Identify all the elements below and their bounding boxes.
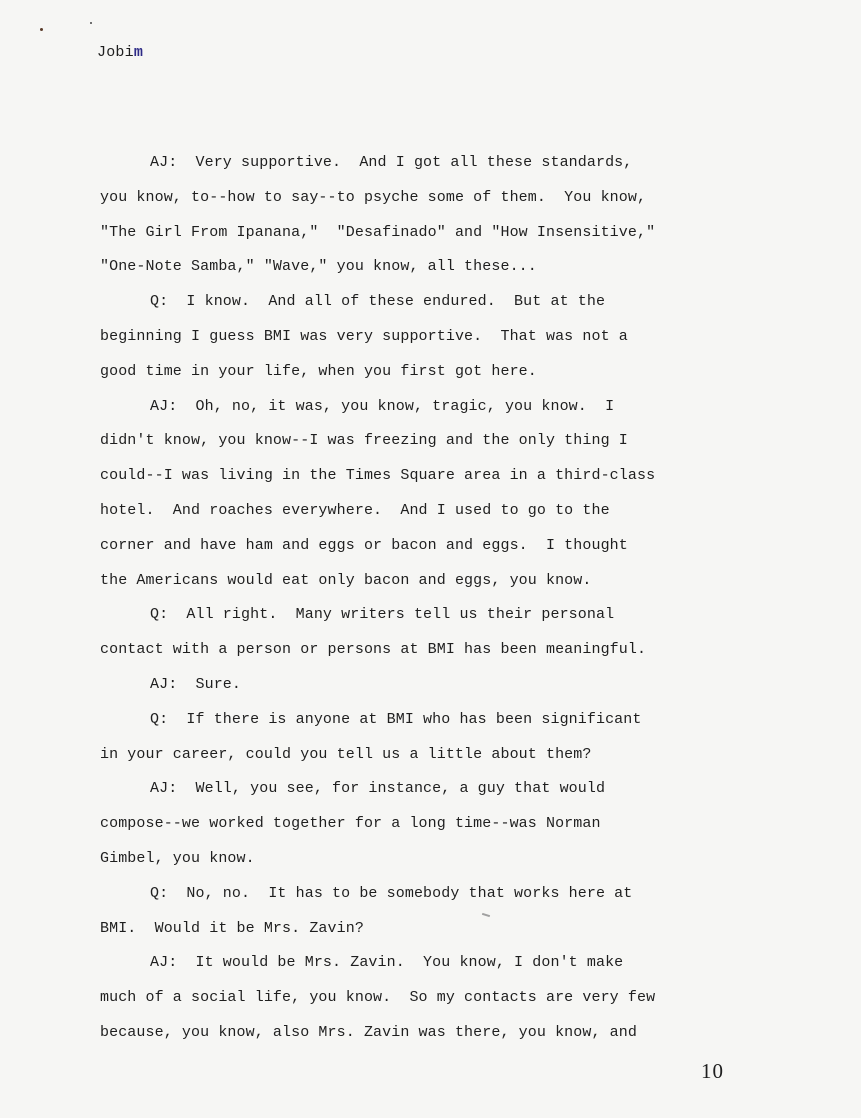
transcript-paragraph [100,946,740,1050]
transcript-line: compose--we worked together for a long time--was Norman [100,815,601,833]
transcript-line: much of a social life, you know. So my contacts are very few [100,989,656,1007]
transcript-line: because, you know, also Mrs. Zavin was there, you know, and [100,1023,637,1041]
transcript-line: AJ: Well, you see, for instance, a guy that would [150,780,606,798]
transcript-line: Q: No, no. It has to be somebody that works here at [150,884,633,902]
transcript-body [100,146,740,1051]
transcript-line: Gimbel, you know. [100,849,255,867]
transcript-line: AJ: Oh, no, it was, you know, tragic, you know. I [150,397,615,415]
transcript-paragraph [100,772,740,876]
transcript-line: you know, to--how to say--to psyche some of them. You know, [100,188,647,206]
transcript-line: "The Girl From Ipanana," "Desafinado" and "How Insensitive," [100,223,656,241]
transcript-paragraph [100,668,740,703]
transcript-line: Q: If there is anyone at BMI who has been significant [150,710,642,728]
transcript-paragraph [100,598,740,668]
transcript-line: BMI. Would it be Mrs. Zavin? [100,919,364,937]
transcript-line: good time in your life, when you first got here. [100,362,537,380]
page-number: 10 [701,1059,724,1083]
paper-speck [40,28,43,31]
transcript-line: AJ: Very supportive. And I got all these standards, [150,154,633,171]
transcript-line: hotel. And roaches everywhere. And I used to go to the [100,501,610,519]
transcript-paragraph [100,146,740,285]
transcript-line: in your career, could you tell us a little about them? [100,745,592,763]
transcript-line: didn't know, you know--I was freezing and the only thing I [100,432,628,450]
transcript-paragraph [100,703,740,773]
transcript-line: the Americans would eat only bacon and eggs, you know. [100,571,592,589]
transcript-line: could--I was living in the Times Square area in a third-class [100,467,656,485]
transcript-line: beginning I guess BMI was very supportive. That was not a [100,327,628,345]
header-label: Jobi [97,44,134,61]
transcript-paragraph [100,877,740,947]
transcript-line: Q: All right. Many writers tell us their personal [150,606,615,624]
transcript-line: corner and have ham and eggs or bacon and eggs. I thought [100,536,628,554]
transcript-paragraph [100,285,740,389]
document-header [97,44,143,61]
header-handwritten-mark: m [133,44,144,61]
paper-speck [90,22,92,24]
transcript-line: AJ: Sure. [150,675,242,693]
transcript-line: contact with a person or persons at BMI has been meaningful. [100,641,647,659]
transcript-paragraph [100,390,740,599]
transcript-line: "One-Note Samba," "Wave," you know, all these... [100,258,537,276]
transcript-line: Q: I know. And all of these endured. But at the [150,293,606,311]
transcript-line: AJ: It would be Mrs. Zavin. You know, I don't make [150,954,624,972]
